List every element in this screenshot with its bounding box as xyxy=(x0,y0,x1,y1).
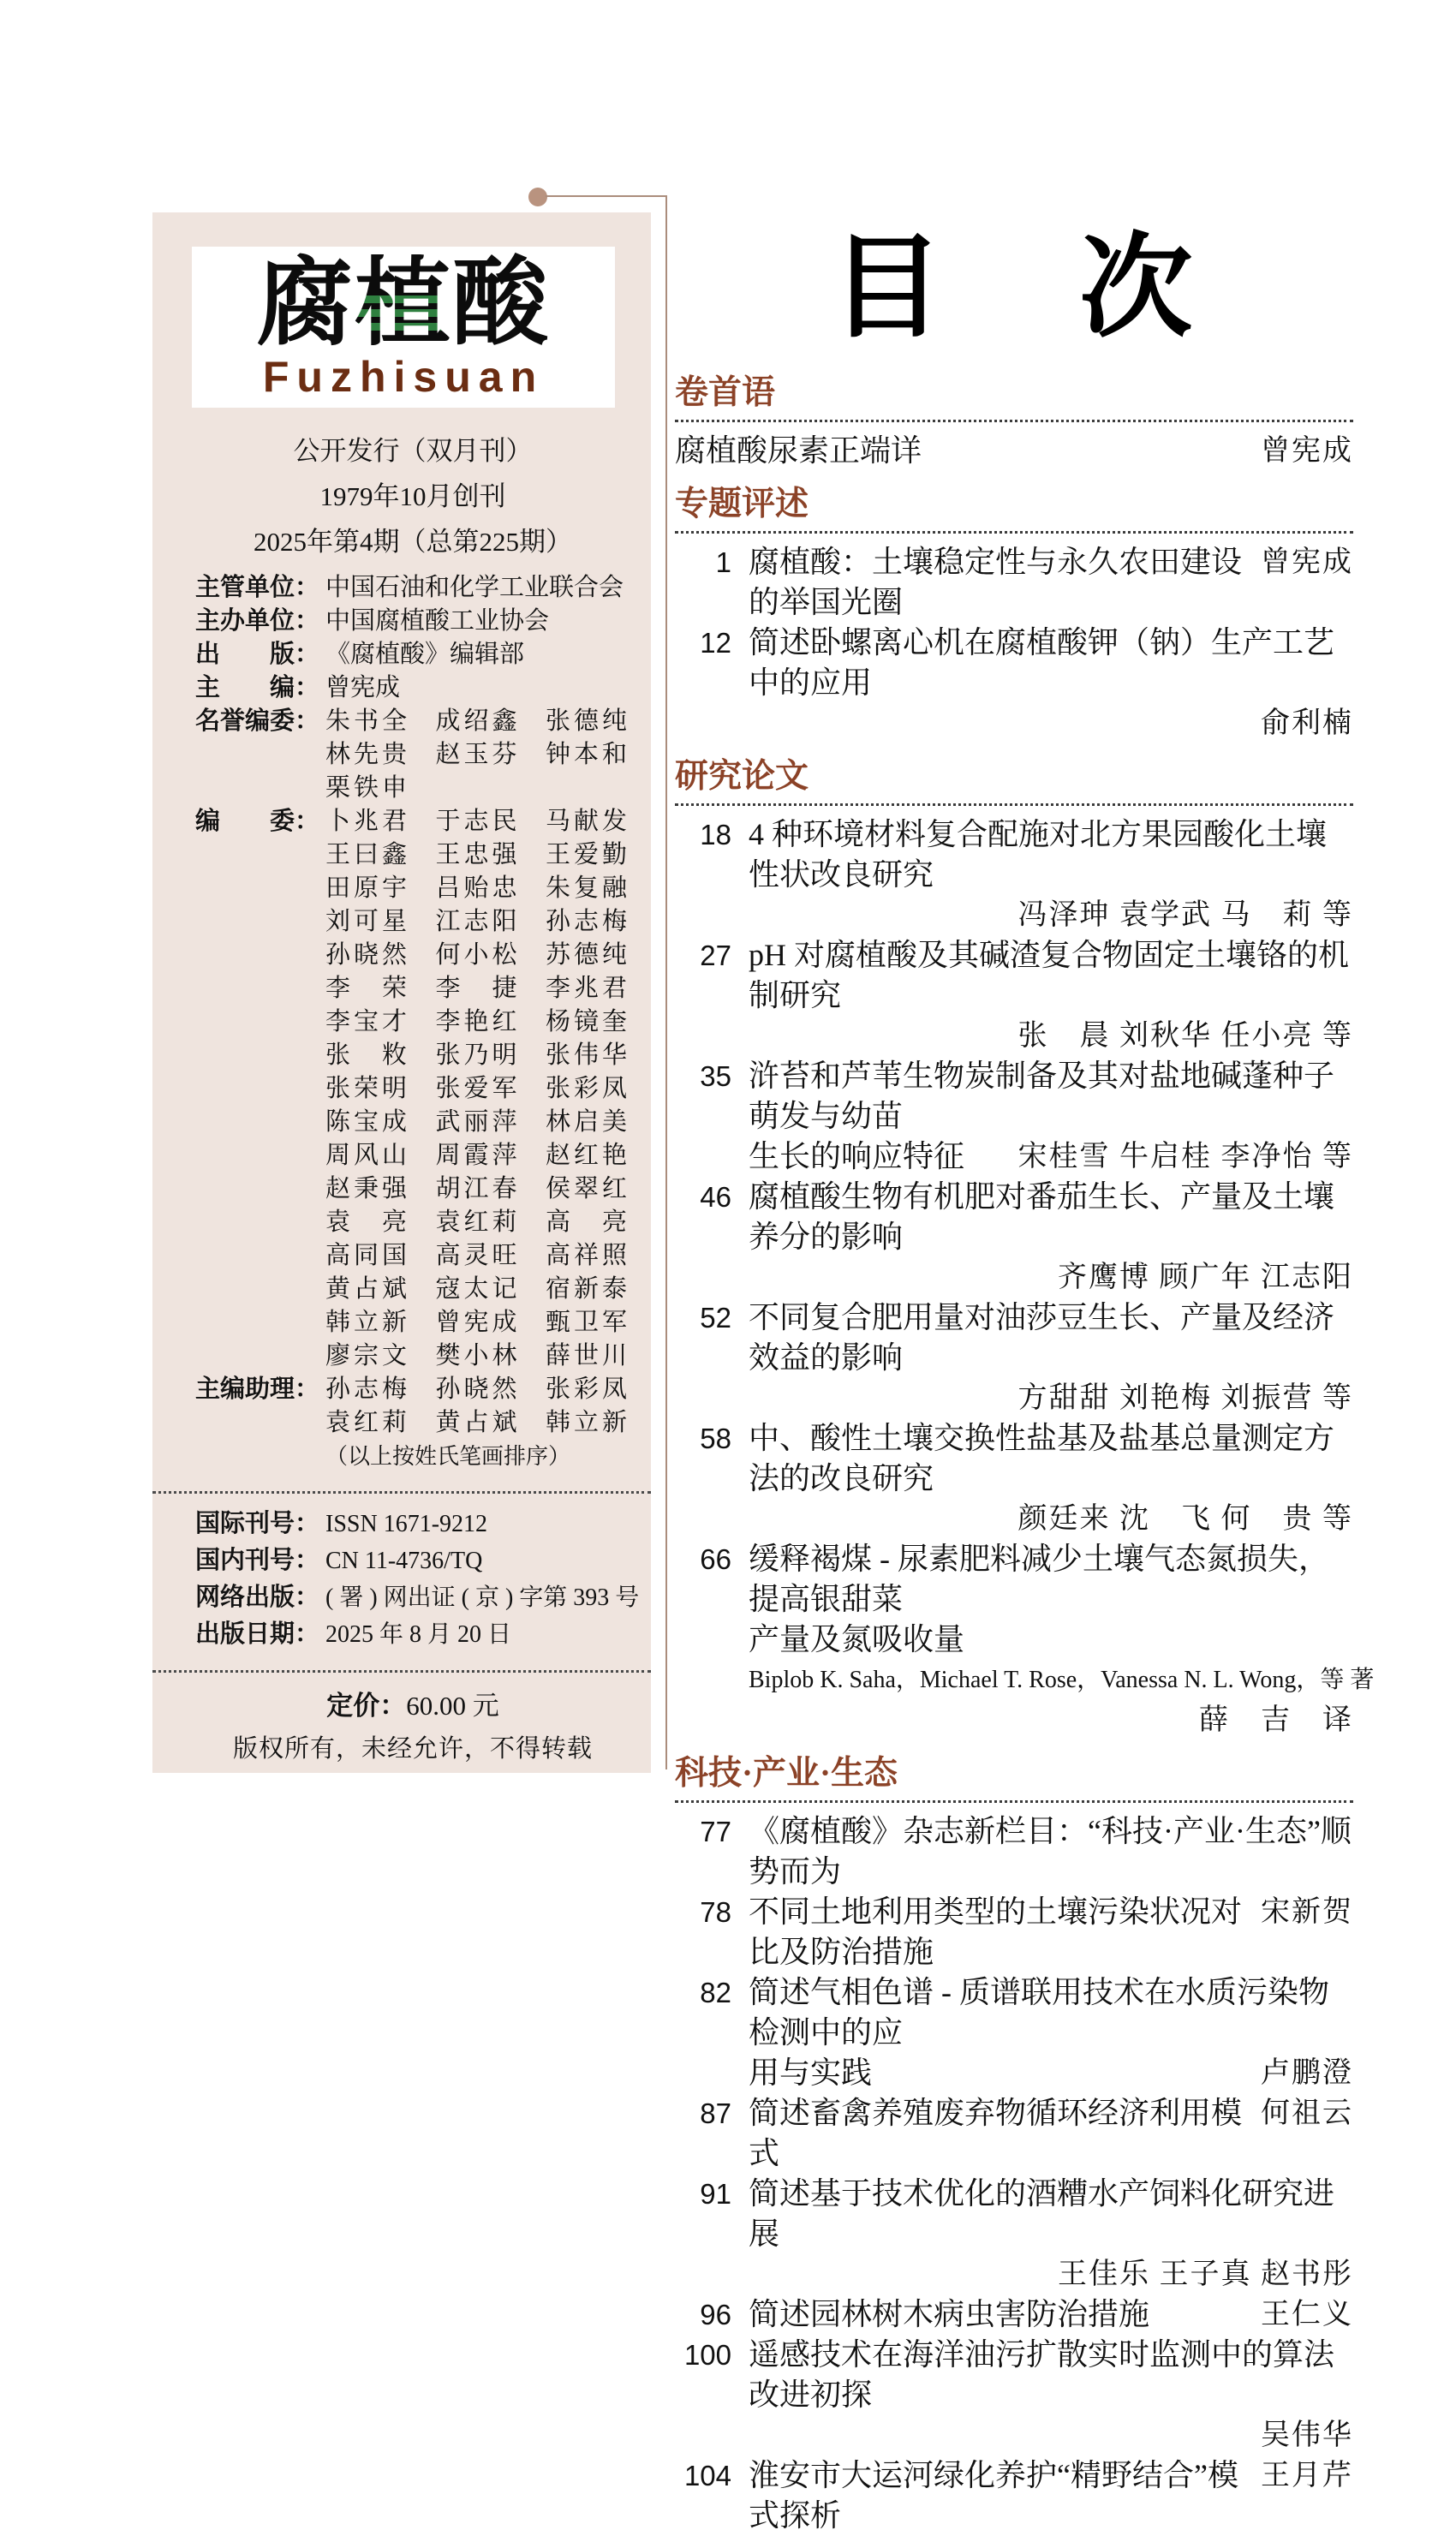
editor-name: 张伟华 xyxy=(545,1041,630,1069)
info-value-line: 曾宪成 xyxy=(325,674,401,701)
editor-name: 胡江春 xyxy=(435,1175,521,1202)
journal-logo xyxy=(192,247,615,408)
info-value: ( 署 ) 网出证 ( 京 ) 字第 393 号 xyxy=(325,1584,640,1611)
editor-name: 于志民 xyxy=(435,808,521,835)
toc-item-body xyxy=(749,1056,1353,1177)
editor-name: 赵红艳 xyxy=(545,1142,630,1169)
toc-item xyxy=(675,815,1353,935)
article-title-line xyxy=(749,1177,1353,1257)
editor-name-row xyxy=(325,905,630,939)
toc-item xyxy=(675,431,1353,471)
editor-name: 刘可星 xyxy=(325,908,411,935)
page-number: 52 xyxy=(700,1302,731,1334)
publication-id-row xyxy=(195,1542,630,1579)
article-title: 《腐植酸》杂志新栏目：“科技·产业·生态”顺势而为 xyxy=(749,1814,1352,1889)
editor-name: 张 敉 xyxy=(325,1041,411,1069)
editor-name-row xyxy=(325,1139,630,1173)
editor-name-row xyxy=(325,1106,630,1139)
editor-name-row xyxy=(325,1239,630,1273)
editor-name-row xyxy=(325,805,630,838)
editor-name: 韩立新 xyxy=(325,1309,411,1336)
toc-item xyxy=(675,1177,1353,1298)
editor-name: 王曰鑫 xyxy=(325,841,411,868)
toc-item xyxy=(675,1056,1353,1177)
article-authors: 曾宪成 xyxy=(1261,546,1353,578)
editor-name: 成绍鑫 xyxy=(435,707,521,735)
article-title: 简述园林树木病虫害防治措施 xyxy=(749,2297,1150,2331)
toc-item-body xyxy=(749,542,1353,623)
editor-name: 韩立新 xyxy=(545,1409,630,1436)
article-title-line xyxy=(749,1972,1353,2053)
article-title-line xyxy=(749,1056,1353,1137)
page-number: 77 xyxy=(700,1816,731,1847)
page-number: 58 xyxy=(700,1423,731,1454)
article-title-line xyxy=(749,815,1353,895)
price-label: 定价： xyxy=(326,1691,407,1721)
editor-name-row xyxy=(325,1340,630,1373)
article-title: 不同土地利用类型的土壤污染状况对比及防治措施 xyxy=(749,1895,1243,1969)
info-label: 主管单位： xyxy=(195,574,320,601)
article-title: 中、酸性土壤交换性盐基及盐基总量测定方法的改良研究 xyxy=(749,1421,1335,1495)
price-line xyxy=(195,1686,630,1726)
editor-name: 寇太记 xyxy=(435,1275,521,1303)
masthead-info-row xyxy=(195,805,630,1373)
editor-name: 陈宝成 xyxy=(325,1108,411,1136)
info-label: 主办单位： xyxy=(195,607,320,635)
dotted-rule xyxy=(675,1800,1353,1803)
article-title-line xyxy=(749,1620,1353,1660)
article-title-line xyxy=(749,2174,1353,2254)
editor-name-row xyxy=(325,838,630,872)
article-title: 浒苔和芦苇生物炭制备及其对盐地碱蓬种子萌发与幼苗 xyxy=(749,1059,1335,1133)
info-label: 出 版： xyxy=(195,641,320,668)
dotted-rule xyxy=(152,1491,651,1494)
publication-id-block xyxy=(195,1506,640,1653)
article-title: 用与实践 xyxy=(749,2056,873,2090)
article-title-line xyxy=(749,542,1353,623)
toc-item-body xyxy=(749,1892,1353,1972)
editor-name: 孙志梅 xyxy=(545,908,630,935)
editor-name: 李艳红 xyxy=(435,1008,521,1035)
editor-name-row xyxy=(325,939,630,972)
editor-name: 高 亮 xyxy=(545,1208,630,1236)
masthead-info-row xyxy=(195,671,630,705)
article-authors: 宋新贺 xyxy=(1261,1896,1353,1928)
editor-name: 张彩凤 xyxy=(545,1075,630,1102)
toc-item xyxy=(675,2093,1353,2174)
info-value: ISSN 1671-9212 xyxy=(325,1511,488,1537)
logo-char: 腐 xyxy=(257,249,355,356)
article-title-line xyxy=(749,2455,1353,2536)
toc-item xyxy=(675,2294,1353,2335)
toc-item-body xyxy=(749,1298,1353,1418)
publication-line: 1979年10月创刊 xyxy=(319,481,506,511)
article-title: 不同复合肥用量对油莎豆生长、产量及经济效益的影响 xyxy=(749,1300,1335,1375)
article-title-line xyxy=(749,1892,1353,1972)
info-value: CN 11-4736/TQ xyxy=(325,1548,483,1574)
info-label: 网络出版： xyxy=(195,1584,320,1611)
article-title: 淮安市大运河绿化养护“精野结合”模式探析 xyxy=(749,2458,1238,2533)
info-label: 国内刊号： xyxy=(195,1547,320,1574)
editor-name: 黄占斌 xyxy=(325,1275,411,1303)
article-title: 腐植酸尿素正端详 xyxy=(675,433,922,468)
editor-name: 张荣明 xyxy=(325,1075,411,1102)
toc-item-body xyxy=(749,2093,1353,2174)
article-authors: 卢鹏澄 xyxy=(1261,2057,1353,2089)
editor-name-row xyxy=(325,1005,630,1039)
toc-item xyxy=(675,935,1353,1056)
article-title-line xyxy=(749,1811,1353,1892)
toc-item xyxy=(675,2335,1353,2455)
editor-name-row xyxy=(325,1273,630,1306)
editor-name: 孙志梅 xyxy=(325,1375,411,1403)
editor-name: 钟本和 xyxy=(545,741,630,768)
article-authors: 薛 吉 译 xyxy=(1199,1704,1353,1736)
editor-name-row xyxy=(325,1373,630,1406)
toc-item-body xyxy=(749,1539,1375,1740)
article-title: 缓释褐煤 - 尿素肥料减少土壤气态氮损失，提高银甜菜 xyxy=(749,1542,1329,1616)
editor-name: 卜兆君 xyxy=(325,808,411,835)
journal-logo-chinese xyxy=(257,249,550,356)
corner-horizontal-rule xyxy=(546,195,666,197)
info-label: 国际刊号： xyxy=(195,1510,320,1537)
page-number: 27 xyxy=(700,940,731,971)
article-title-line xyxy=(749,1137,1353,1177)
page-number: 18 xyxy=(700,819,731,850)
article-title: pH 对腐植酸及其碱渣复合物固定土壤铬的机制研究 xyxy=(749,938,1349,1012)
toc-item xyxy=(675,542,1353,623)
publication-frequency-block xyxy=(195,428,630,564)
article-authors: 张 晨 刘秋华 任小亮 等 xyxy=(1017,1020,1353,1052)
editor-name-row xyxy=(325,1072,630,1106)
article-authors: 俞利楠 xyxy=(1261,707,1353,739)
editor-name: 吕贻忠 xyxy=(435,874,521,902)
toc-section-header: 专题评述 xyxy=(675,486,809,522)
article-title: 简述畜禽养殖废弃物循环经济利用模式 xyxy=(749,2096,1243,2170)
info-value xyxy=(325,571,630,605)
editor-name: 侯翠红 xyxy=(545,1175,630,1202)
toc-item xyxy=(675,1539,1375,1740)
page-number: 91 xyxy=(700,2178,731,2210)
editor-name: 宿新泰 xyxy=(545,1275,630,1303)
masthead-info-row xyxy=(195,1373,630,1474)
info-value xyxy=(325,705,630,805)
editor-name: 薛世川 xyxy=(545,1342,630,1369)
info-value xyxy=(325,805,630,1373)
editor-name: 孙晓然 xyxy=(325,941,411,969)
editor-name: 李宝才 xyxy=(325,1008,411,1035)
dotted-rule xyxy=(152,1670,651,1673)
article-authors: 吴伟华 xyxy=(1261,2420,1353,2451)
info-value-line: 《腐植酸》编辑部 xyxy=(325,641,525,668)
article-title: 简述气相色谱 - 质谱联用技术在水质污染物检测中的应 xyxy=(749,1975,1329,2050)
info-label: 主 编： xyxy=(195,674,320,701)
logo-char: 植 xyxy=(355,249,452,356)
editorial-info-block xyxy=(195,571,630,1474)
toc-item xyxy=(675,1892,1353,1972)
editor-name: 曾宪成 xyxy=(435,1309,521,1336)
article-title-line xyxy=(749,1418,1353,1499)
info-value xyxy=(325,638,630,671)
page-number: 96 xyxy=(700,2299,731,2330)
page-number: 35 xyxy=(700,1060,731,1092)
article-authors: 宋桂雪 牛启桂 李净怡 等 xyxy=(1017,1141,1353,1173)
toc-item xyxy=(675,1811,1353,1892)
editor-name: 李 捷 xyxy=(435,975,521,1002)
toc-item-body xyxy=(749,623,1353,743)
article-title: 4 种环境材料复合配施对北方果园酸化土壤性状改良研究 xyxy=(749,817,1328,892)
toc-item-body xyxy=(749,1177,1353,1298)
editor-name: 李兆君 xyxy=(545,975,630,1002)
editor-name: 赵玉芬 xyxy=(435,741,521,768)
editor-name-row xyxy=(325,1406,630,1440)
article-title-line xyxy=(749,935,1353,1016)
editor-name-row xyxy=(325,705,630,738)
publication-id-row xyxy=(195,1506,630,1542)
page-number: 1 xyxy=(715,546,731,578)
editor-name: 杨镜奎 xyxy=(545,1008,630,1035)
info-value xyxy=(325,671,630,705)
editor-name: 高同国 xyxy=(325,1242,411,1269)
publication-line: 2025年第4期（总第225期） xyxy=(254,527,572,557)
price-value: 60.00 元 xyxy=(406,1691,499,1721)
article-title-line xyxy=(675,431,1353,471)
toc-item-body xyxy=(675,431,1353,471)
dotted-rule xyxy=(675,420,1353,422)
page-number: 104 xyxy=(683,2460,731,2491)
toc-section-header: 研究论文 xyxy=(675,758,809,795)
masthead-info-row xyxy=(195,571,630,605)
article-authors: Biplob K. Saha，Michael T. Rose，Vanessa N. L. Wong，等 著 xyxy=(749,1667,1375,1693)
editor-name: 王忠强 xyxy=(435,841,521,868)
article-title-line xyxy=(749,1298,1353,1378)
page-number: 66 xyxy=(700,1543,731,1575)
toc-item-body xyxy=(749,1418,1353,1539)
toc-item-body xyxy=(749,2455,1353,2536)
toc-item xyxy=(675,2455,1353,2536)
article-title-line xyxy=(749,2335,1353,2415)
article-title: 生长的响应特征 xyxy=(749,1139,965,1173)
editor-name-row xyxy=(325,1206,630,1239)
editor-name-row xyxy=(325,1306,630,1340)
logo-char: 酸 xyxy=(452,249,550,356)
article-authors: 王月芹 xyxy=(1261,2460,1353,2491)
info-label: 名誉编委： xyxy=(195,707,320,735)
toc-item-body xyxy=(749,2174,1353,2294)
editor-name: 高祥照 xyxy=(545,1242,630,1269)
editor-name: 张彩凤 xyxy=(545,1375,630,1403)
page-number: 100 xyxy=(683,2339,731,2371)
editor-name-row xyxy=(325,738,630,772)
article-title: 腐植酸：土壤稳定性与永久农田建设的举国光圈 xyxy=(749,545,1243,619)
editor-name: 周风山 xyxy=(325,1142,411,1169)
editor-name: 马献发 xyxy=(545,808,630,835)
toc-item xyxy=(675,1418,1353,1539)
editor-name: 朱书全 xyxy=(325,707,411,735)
article-authors: 方甜甜 刘艳梅 刘振营 等 xyxy=(1017,1382,1353,1414)
info-label: 编 委： xyxy=(195,808,320,835)
editor-name-row xyxy=(325,972,630,1005)
toc-item-body xyxy=(749,1972,1353,2093)
editor-name: 周霞萍 xyxy=(435,1142,521,1169)
article-title: 腐植酸生物有机肥对番茄生长、产量及土壤养分的影响 xyxy=(749,1179,1335,1254)
article-authors: 颜廷来 沈 飞 何 贵 等 xyxy=(1017,1503,1353,1535)
publication-id-row xyxy=(195,1616,630,1653)
editor-name: 林启美 xyxy=(545,1108,630,1136)
masthead-info-row xyxy=(195,705,630,805)
editor-name: 高灵旺 xyxy=(435,1242,521,1269)
editor-name: 赵秉强 xyxy=(325,1175,411,1202)
toc-item xyxy=(675,2174,1353,2294)
editor-name: 樊小林 xyxy=(435,1342,521,1369)
article-title-line xyxy=(749,2093,1353,2174)
toc-sections xyxy=(675,372,1375,2536)
info-value-line: 中国石油和化学工业联合会 xyxy=(325,574,624,601)
info-label: 主编助理： xyxy=(195,1375,320,1403)
article-authors: 冯泽珅 袁学武 马 莉 等 xyxy=(1017,899,1353,931)
toc-item xyxy=(675,1298,1353,1418)
editor-name: 黄占斌 xyxy=(435,1409,521,1436)
editor-name: 武丽萍 xyxy=(435,1108,521,1136)
toc-section-header: 卷首语 xyxy=(675,374,776,411)
page-number: 12 xyxy=(700,627,731,659)
editor-name: 栗铁申 xyxy=(325,774,411,802)
toc-item xyxy=(675,623,1353,743)
page-number: 87 xyxy=(700,2097,731,2129)
editor-name-row xyxy=(325,872,630,905)
article-title: 简述基于技术优化的酒糟水产饲料化研究进展 xyxy=(749,2176,1335,2251)
article-authors: 曾宪成 xyxy=(1261,435,1353,467)
publication-line: 公开发行（双月刊） xyxy=(293,436,533,466)
article-authors: 齐鹰博 顾广年 江志阳 xyxy=(1058,1262,1353,1293)
article-authors: 王仁义 xyxy=(1261,2299,1353,2330)
article-title-line xyxy=(749,2294,1353,2335)
editor-name: 田原宇 xyxy=(325,874,411,902)
table-of-contents xyxy=(675,216,1375,2536)
dotted-rule xyxy=(675,803,1353,806)
page-number: 46 xyxy=(700,1181,731,1213)
editor-name: 廖宗文 xyxy=(325,1342,411,1369)
toc-item-body xyxy=(749,815,1353,935)
sort-note: （以上按姓氏笔画排序） xyxy=(325,1444,571,1469)
info-value xyxy=(325,1373,630,1474)
editor-name: 甄卫军 xyxy=(545,1309,630,1336)
copyright-notice: 版权所有，未经允许，不得转载 xyxy=(232,1735,593,1763)
editor-name: 袁红莉 xyxy=(435,1208,521,1236)
editor-name-row xyxy=(325,1173,630,1206)
article-authors: 何祖云 xyxy=(1261,2097,1353,2129)
toc-section-header: 科技·产业·生态 xyxy=(675,1755,898,1792)
editor-name: 张德纯 xyxy=(545,707,630,735)
toc-item-body xyxy=(749,2335,1353,2455)
editor-name: 苏德纯 xyxy=(545,941,630,969)
toc-item xyxy=(675,1972,1353,2093)
article-title: 产量及氮吸收量 xyxy=(749,1622,965,1656)
masthead-sidebar xyxy=(152,212,651,1773)
toc-item-body xyxy=(749,2294,1353,2335)
editor-name-row xyxy=(325,1039,630,1072)
toc-item-body xyxy=(749,1811,1353,1892)
journal-logo-pinyin: Fuzhisuan xyxy=(262,353,545,401)
info-value-line: 中国腐植酸工业协会 xyxy=(325,607,550,635)
info-label: 出版日期： xyxy=(195,1620,320,1648)
publication-id-row xyxy=(195,1579,640,1616)
dotted-rule xyxy=(675,531,1353,534)
article-authors: 王佳乐 王子真 赵书彤 xyxy=(1058,2259,1353,2290)
column-divider-rule xyxy=(665,195,667,1769)
editor-name: 袁红莉 xyxy=(325,1409,411,1436)
editor-name: 孙晓然 xyxy=(435,1375,521,1403)
editor-name: 袁 亮 xyxy=(325,1208,411,1236)
info-value xyxy=(325,605,630,638)
info-value: 2025 年 8 月 20 日 xyxy=(325,1621,512,1648)
masthead-info-row xyxy=(195,605,630,638)
editor-name: 林先贵 xyxy=(325,741,411,768)
toc-item-body xyxy=(749,935,1353,1056)
corner-dot-decoration xyxy=(528,188,547,206)
page-number: 82 xyxy=(700,1977,731,2008)
article-title-line xyxy=(749,1539,1353,1620)
article-title: 简述卧螺离心机在腐植酸钾（钠）生产工艺中的应用 xyxy=(749,625,1335,700)
editor-name: 李 荣 xyxy=(325,975,411,1002)
masthead-info-row xyxy=(195,638,630,671)
editor-name-row xyxy=(325,772,630,805)
editor-name: 张爱军 xyxy=(435,1075,521,1102)
page-number: 78 xyxy=(700,1896,731,1928)
editor-name: 张乃明 xyxy=(435,1041,521,1069)
editor-name: 朱复融 xyxy=(545,874,630,902)
article-title: 遥感技术在海洋油污扩散实时监测中的算法改进初探 xyxy=(749,2337,1335,2412)
article-title-line xyxy=(749,623,1353,703)
toc-page-title: 目 次 xyxy=(830,224,1198,350)
editor-name: 何小松 xyxy=(435,941,521,969)
editor-name: 江志阳 xyxy=(435,908,521,935)
editor-name: 王爱勤 xyxy=(545,841,630,868)
article-title-line xyxy=(749,2053,1353,2093)
